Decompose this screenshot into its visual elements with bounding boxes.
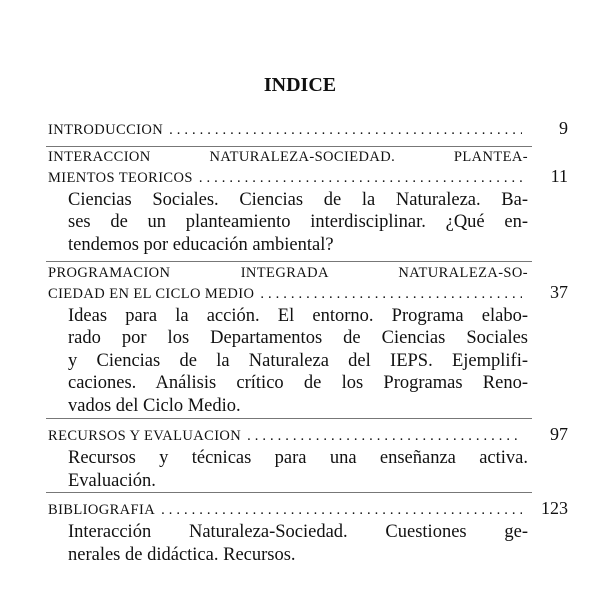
divider [46,492,532,493]
dot-leader [247,429,522,445]
description-line: Evaluación. [68,470,156,491]
description-line: nerales de didáctica. Recursos. [68,544,296,565]
page-number: 11 [550,165,568,186]
entry-heading-line: PROGRAMACION INTEGRADA NATURALEZA-SO- [48,265,528,281]
toc-entry [48,498,568,566]
entry-heading: CIEDAD EN EL CICLO MEDIO [48,285,255,302]
divider [46,261,532,262]
description-line: vados del Ciclo Medio. [68,395,241,416]
entry-description [68,447,528,492]
toc-entry [48,424,568,492]
page-number: 97 [550,424,568,444]
divider [46,146,532,147]
entry-description [68,521,528,566]
dot-leader [260,287,522,303]
dot-leader [161,503,522,519]
description-line: y Ciencias de la Naturaleza del IEPS. Ejemplifi- [68,350,528,371]
page-number: 123 [541,498,568,518]
dot-leader [199,171,522,187]
description-line: rado por los Departamentos de Ciencias Sociales [68,328,528,348]
description-line: Interacción Naturaleza-Sociedad. Cuestiones ge- [68,522,528,542]
entry-heading-line: INTERACCION NATURALEZA-SOCIEDAD. PLANTEA- [48,149,528,165]
divider [46,418,532,419]
entry-description [68,305,528,418]
description-line: tendemos por educación ambiental? [68,234,334,255]
toc-entry [48,150,568,256]
entry-heading: RECURSOS Y EVALUACION [48,428,242,444]
toc-entry [48,118,568,139]
dot-leader [169,123,522,139]
entry-heading: INTRODUCCION [48,122,164,138]
description-line: caciones. Análisis crítico de los Programas Reno- [68,373,528,393]
entry-description [68,189,528,257]
description-line: Ciencias Sociales. Ciencias de la Naturaleza. Ba- [68,189,528,210]
page-title: INDICE [263,74,337,96]
page-number: 9 [559,118,568,138]
entry-heading: BIBLIOGRAFIA [48,502,156,518]
page-number: 37 [550,281,568,302]
description-line: Ideas para la acción. El entorno. Programa elabo- [68,305,528,326]
entry-heading: MIENTOS TEORICOS [48,169,193,186]
description-line: Recursos y técnicas para una enseñanza activa. [68,448,528,468]
toc-entry [48,266,568,417]
description-line: ses de un planteamiento interdisciplinar. ¿Qué en- [68,212,528,232]
